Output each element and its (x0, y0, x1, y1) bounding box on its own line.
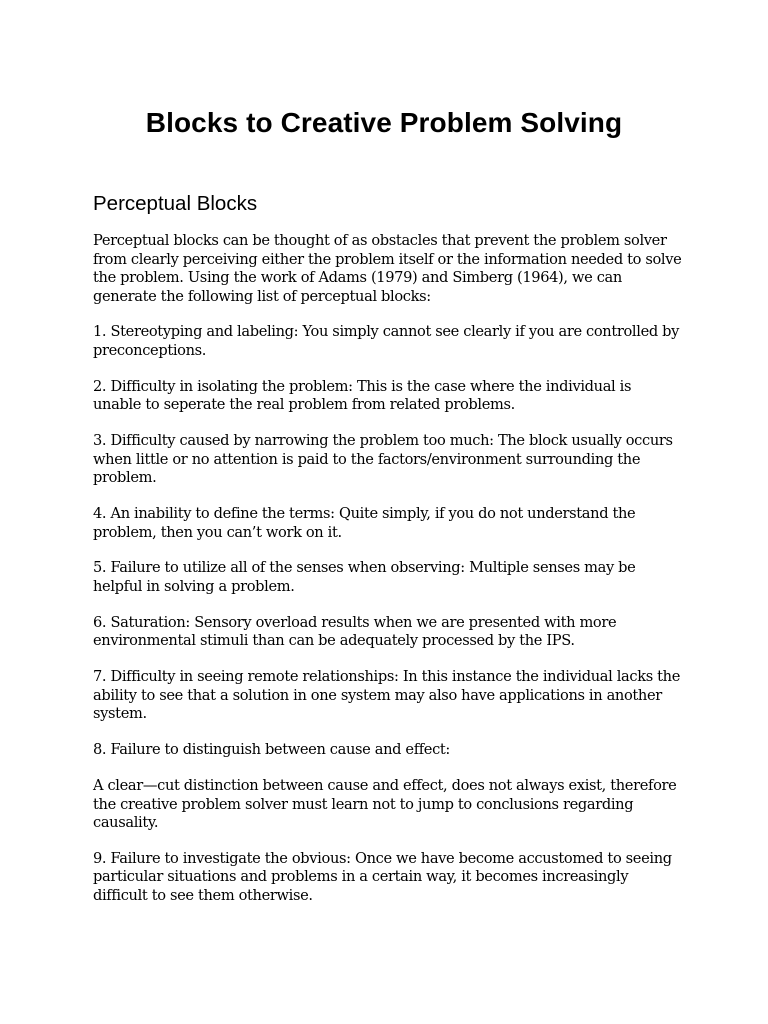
list-item: 1. Stereotyping and labeling: You simply cannot see clearly if you are controlled by preconceptions. (93, 323, 680, 359)
list-item: 8. Failure to distinguish between cause and effect: (93, 741, 450, 759)
explanation-paragraph: A clear—cut distinction between cause and effect, does not always exist, therefore the creative problem solver must learn not to jump to conclusions regarding causality. (93, 777, 677, 832)
document-title: Blocks to Creative Problem Solving (145, 107, 623, 138)
list-item: 4. An inability to define the terms: Quite simply, if you do not understand the problem, then you can’t work on it. (93, 505, 636, 541)
list-item: 3. Difficulty caused by narrowing the problem too much: The block usually occurs when little or no attention is paid to the factors/environment surrounding the problem. (93, 432, 673, 487)
list-item: 6. Saturation: Sensory overload results when we are presented with more environmental stimuli than can be adequately processed by the IPS. (93, 613, 617, 650)
list-item: 9. Failure to investigate the obvious: Once we have become accustomed to seeing particular situations and problems in a certain way, it becomes increasingly difficult to see them otherwise. (93, 849, 672, 904)
document-body (93, 232, 683, 923)
list-item: 5. Failure to utilize all of the senses when observing: Multiple senses may be helpful in solving a problem. (93, 559, 636, 595)
intro-paragraph: Perceptual blocks can be thought of as obstacles that prevent the problem solver from clearly perceiving either the problem itself or the information needed to solve the problem. Using the work of Adams (1979) and Simberg (1964), we can generate the following list of perceptual blocks: (93, 232, 682, 305)
section-heading: Perceptual Blocks (93, 192, 258, 215)
list-item: 2. Difficulty in isolating the problem: This is the case where the individual is unable to seperate the real problem from related problems. (93, 377, 632, 414)
list-item: 7. Difficulty in seeing remote relationships: In this instance the individual lacks the ability to see that a solution in one system may also have applications in another system. (93, 668, 680, 723)
